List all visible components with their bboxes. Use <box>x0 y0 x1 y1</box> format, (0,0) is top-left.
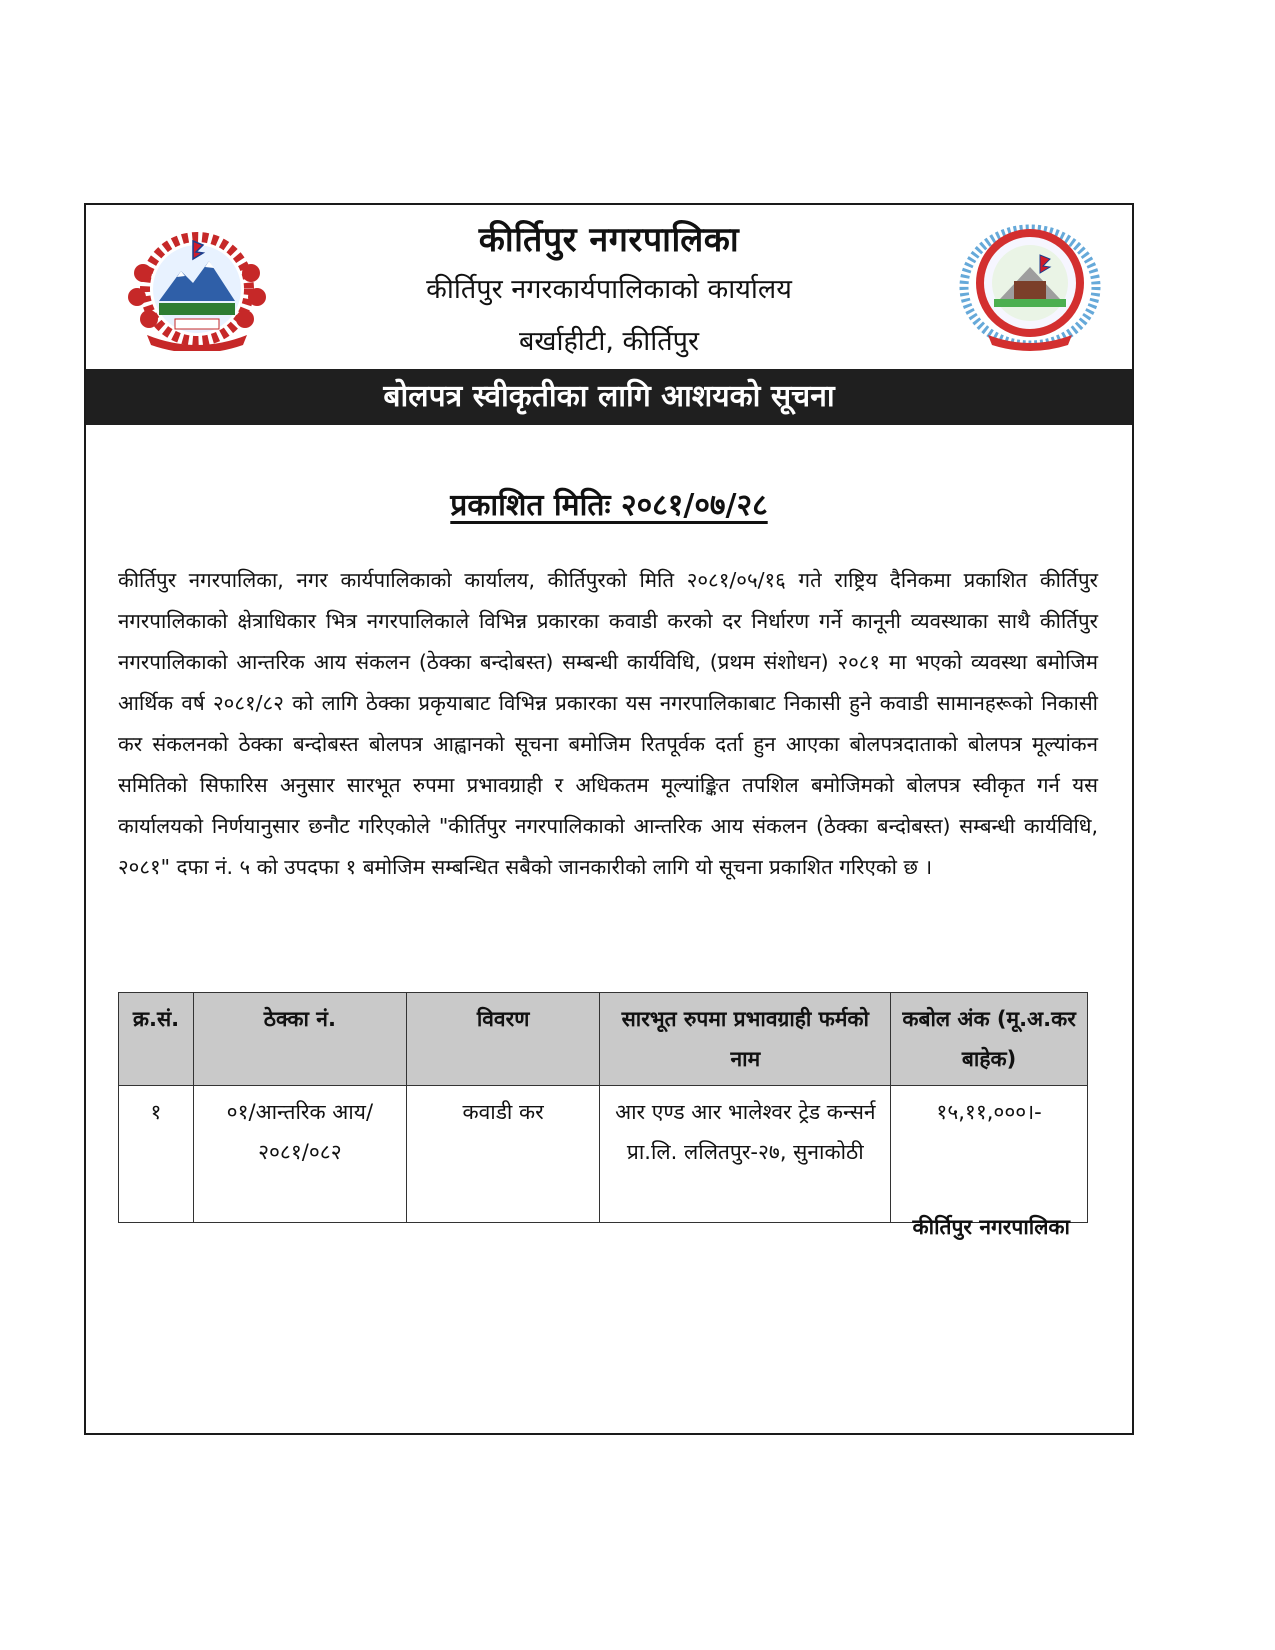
office-address: बर्खाहीटी, कीर्तिपुर <box>518 326 700 357</box>
award-table <box>118 992 1088 1223</box>
table-header-row <box>119 993 1088 1086</box>
municipality-name: कीर्तिपुर नगरपालिका <box>478 220 740 260</box>
cell-description: कवाडी कर <box>406 1086 600 1223</box>
header-description: विवरण <box>406 993 600 1086</box>
header-contract-no: ठेक्का नं. <box>193 993 406 1086</box>
office-name: कीर्तिपुर नगरकार्यपालिकाको कार्यालय <box>426 274 792 305</box>
table-row <box>119 1086 1088 1223</box>
cell-sn: १ <box>119 1086 194 1223</box>
notice-frame <box>84 203 1134 1435</box>
cell-contract-no: ०१/आन्तरिक आय/२०८१/०८२ <box>193 1086 406 1223</box>
header-amount: कबोल अंक (मू.अ.कर बाहेक) <box>891 993 1088 1086</box>
notice-body-paragraph: कीर्तिपुर नगरपालिका, नगर कार्यपालिकाको कार्यालय, कीर्तिपुरको मिति २०८१/०५/१६ गते राष्ट्रिय दैनिकमा प्रकाशित कीर्तिपुर नगरपालिकाको क्षेत्राधिकार भित्र नगरपालिकाले विभिन्न प्रकारका कवाडी करको दर निर्धारण गर्ने कानूनी व्यवस्थाका साथै कीर्तिपुर नगरपालिकाको आन्तरिक आय संकलन (ठेक्का बन्दोबस्त) सम्बन्धी कार्यविधि, (प्रथम संशोधन) २०८१ मा भएको व्यवस्था बमोजिम आर्थिक वर्ष २०८१/८२ को लागि ठेक्का प्रकृयाबाट विभिन्न प्रकारका यस नगरपालिकाबाट निकासी हुने कवाडी सामानहरूको निकासी कर संकलनको ठेक्का बन्दोबस्त बोलपत्र आह्वानको सूचना बमोजिम रितपूर्वक दर्ता हुन आएका बोलपत्रदाताको बोलपत्र मूल्यांकन समितिको सिफारिस अनुसार सारभूत रुपमा प्रभावग्राही र अधिकतम मूल्यांङ्कित तपशिल बमोजिमको बोलपत्र स्वीकृत गर्न यस कार्यालयको निर्णयानुसार छनौट गरिएकोले "कीर्तिपुर नगरपालिकाको आन्तरिक आय संकलन (ठेक्का बन्दोबस्त) सम्बन्धी कार्यविधि, २०८१" दफा नं. ५ को उपदफा १ बमोजिम सम्बन्धित सबैको जानकारीको लागि यो सूचना प्रकाशित गरिएको छ । <box>118 568 1098 879</box>
signature-municipality: कीर्तिपुर नगरपालिका <box>912 1215 1070 1239</box>
header-sn: क्र.सं. <box>119 993 194 1086</box>
published-date-text: प्रकाशित मितिः २०८१/०७/२८ <box>450 488 768 523</box>
kirtipur-municipality-logo-icon <box>950 223 1110 355</box>
published-date-heading <box>86 483 1132 524</box>
letterhead <box>86 205 1132 370</box>
cell-firm: आर एण्ड आर भालेश्वर ट्रेड कन्सर्न प्रा.लि. ललितपुर-२७, सुनाकोठी <box>600 1086 891 1223</box>
notice-title-banner: बोलपत्र स्वीकृतीका लागि आशयको सूचना <box>86 369 1132 425</box>
header-firm: सारभूत रुपमा प्रभावग्राही फर्मको नाम <box>600 993 891 1086</box>
cell-amount: १५,११,०००।- <box>891 1086 1088 1223</box>
